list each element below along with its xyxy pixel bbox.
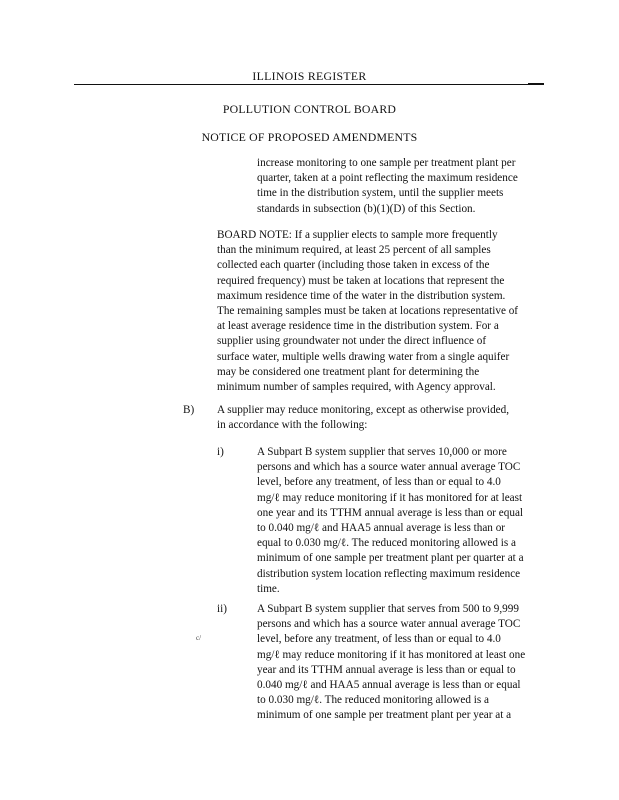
text-line: level, before any treatment, of less than or equal to 4.0 [257,476,501,489]
header-divider [74,84,544,85]
text-line: minimum of one sample per treatment plant per year at a [257,709,512,722]
header-divider-end [528,83,544,85]
text-line: at least average residence time in the distribution system. For a [217,320,499,333]
notice-title: NOTICE OF PROPOSED AMENDMENTS [201,130,418,144]
text-line: maximum residence time of the water in the distribution system. [217,289,506,302]
text-line: minimum number of samples required, with Agency approval. [217,381,496,394]
text-line: time. [257,582,280,595]
text-line: required frequency) must be taken at locations that represent the [217,274,505,287]
text-line: level, before any treatment, of less than or equal to 4.0 [257,633,501,646]
text-line: collected each quarter (including those taken in excess of the [217,259,490,272]
text-line: may be considered one treatment plant for determining the [217,365,480,378]
item-ii-marker: ii) [217,603,227,615]
board-title: POLLUTION CONTROL BOARD [222,102,397,116]
board-note-paragraph [217,228,553,395]
item-b-marker: B) [183,404,195,416]
text-line: year and its TTHM annual average is less than or equal to [257,663,516,676]
text-line: in accordance with the following: [217,419,368,432]
text-line: surface water, multiple wells drawing water from a single aquifer [217,350,510,363]
item-i-marker: i) [217,446,224,458]
text-line: distribution system location reflecting maximum residence [257,567,521,580]
text-line: one year and its TTHM annual average is less than or equal [257,506,524,519]
margin-mark: c/ [196,634,202,642]
text-line: 0.040 mg/ℓ and HAA5 annual average is less than or equal [257,679,521,692]
text-line: quarter, taken at a point reflecting the maximum residence [257,172,518,185]
text-line: A supplier may reduce monitoring, except as otherwise provided, [217,404,510,416]
text-line: minimum of one sample per treatment plant per quarter at a [257,552,524,565]
text-line: than the minimum required, at least 25 percent of all samples [217,244,491,257]
text-line: The remaining samples must be taken at locations representative of [217,305,519,318]
text-line: A Subpart B system supplier that serves 10,000 or more [257,446,507,458]
text-line: mg/ℓ may reduce monitoring if it has monitored for at least [257,491,523,504]
item-i-paragraph [257,445,557,597]
text-line: time in the distribution system, until the supplier meets [257,187,504,200]
text-line: equal to 0.030 mg/ℓ. The reduced monitoring allowed is a [257,537,516,550]
register-title: ILLINOIS REGISTER [252,69,367,83]
text-line: persons and which has a source water annual average TOC [257,461,521,474]
text-line: persons and which has a source water annual average TOC [257,618,521,631]
text-line: supplier using groundwater not under the direct influence of [217,335,487,348]
text-line: A Subpart B system supplier that serves from 500 to 9,999 [257,603,519,615]
text-line: increase monitoring to one sample per treatment plant per [257,157,516,169]
item-ii-paragraph [257,602,557,724]
text-line: to 0.040 mg/ℓ and HAA5 annual average is less than or [257,522,506,535]
text-line: mg/ℓ may reduce monitoring if it has monitored at least one [257,648,526,661]
text-line: standards in subsection (b)(1)(D) of this Section. [257,202,476,215]
text-line: to 0.030 mg/ℓ. The reduced monitoring allowed is a [257,694,489,707]
continuation-paragraph [257,156,557,217]
item-b-paragraph [217,403,553,433]
text-line: BOARD NOTE: If a supplier elects to sample more frequently [217,229,498,241]
